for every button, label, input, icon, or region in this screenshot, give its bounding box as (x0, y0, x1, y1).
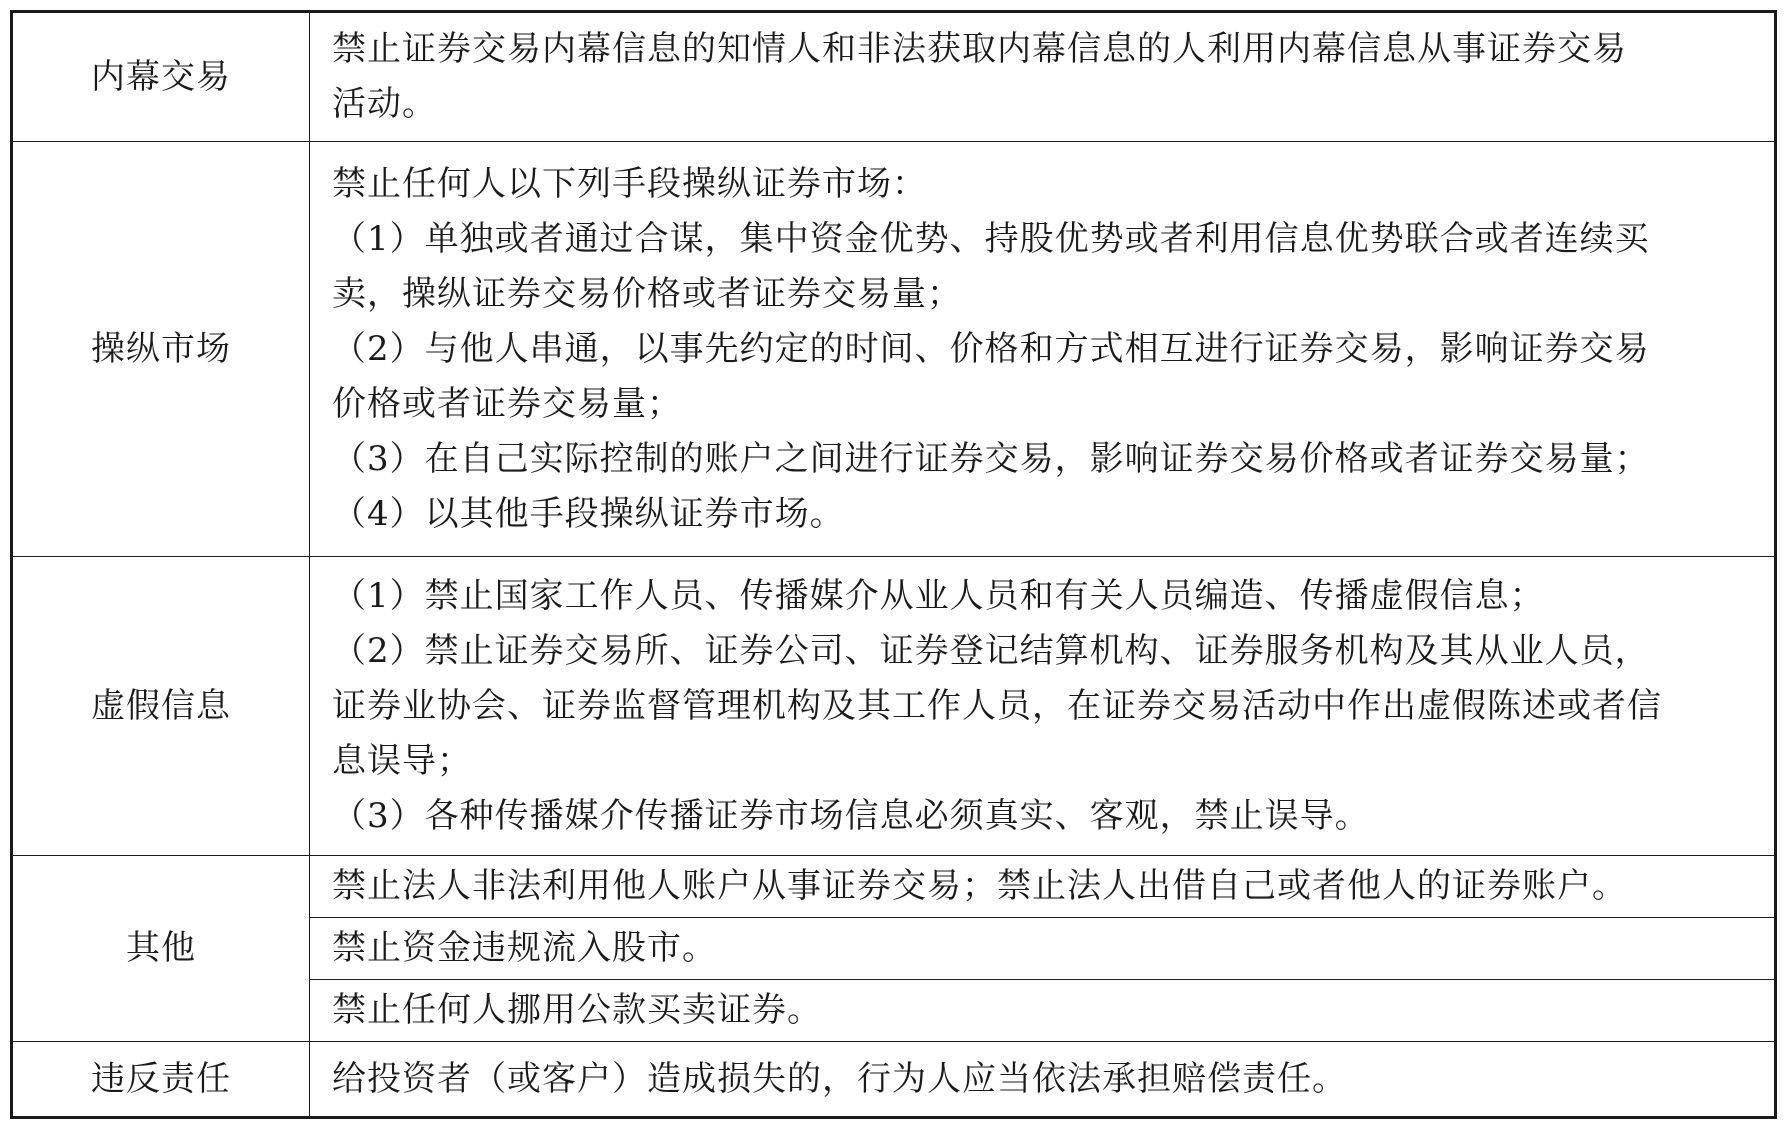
table-row (12, 557, 1776, 856)
content-line: 证券业协会、证券监督管理机构及其工作人员，在证券交易活动中作出虚假陈述或者信 (332, 685, 1662, 726)
content-line: 禁止证券交易内幕信息的知情人和非法获取内幕信息的人利用内幕信息从事证券交易 (332, 29, 1627, 69)
content-line: （4）以其他手段操纵证券市场。 (332, 493, 845, 534)
table-row (12, 12, 1776, 142)
content-cell: 禁止任何人挪用公款买卖证券。 (310, 980, 1776, 1042)
content-cell: 禁止资金违规流入股市。 (310, 918, 1776, 980)
content-line: （1）禁止国家工作人员、传播媒介从业人员和有关人员编造、传播虚假信息； (332, 575, 1545, 616)
content-line: 息误导； (332, 740, 472, 781)
table-row (12, 1042, 1776, 1118)
content-cell (310, 142, 1776, 557)
content-line: （1）单独或者通过合谋，集中资金优势、持股优势或者利用信息优势联合或者连续买 (332, 218, 1650, 259)
category-cell: 操纵市场 (12, 142, 310, 557)
content-line: 卖，操纵证券交易价格或者证券交易量； (332, 273, 962, 314)
content-line: （3）在自己实际控制的账户之间进行证券交易，影响证券交易价格或者证券交易量； (332, 438, 1650, 479)
content-line: （2）与他人串通，以事先约定的时间、价格和方式相互进行证券交易，影响证券交易 (332, 328, 1650, 369)
content-cell (310, 1042, 1776, 1118)
category-cell: 内幕交易 (12, 12, 310, 142)
content-line: 给投资者（或客户）造成损失的，行为人应当依法承担赔偿责任。 (332, 1058, 1347, 1099)
category-cell: 其他 (12, 856, 310, 1042)
regulations-table (10, 10, 1777, 1119)
content-line: 活动。 (332, 84, 437, 124)
content-line: （2）禁止证券交易所、证券公司、证券登记结算机构、证券服务机构及其从业人员， (332, 630, 1650, 671)
content-cell: 禁止法人非法利用他人账户从事证券交易；禁止法人出借自己或者他人的证券账户。 (310, 856, 1776, 918)
content-cell (310, 557, 1776, 856)
content-line: 禁止任何人以下列手段操纵证券市场： (332, 163, 927, 204)
category-cell: 虚假信息 (12, 557, 310, 856)
table-row (12, 856, 1776, 918)
content-line: 价格或者证券交易量； (332, 383, 682, 424)
category-cell: 违反责任 (12, 1042, 310, 1118)
table-row (12, 142, 1776, 557)
content-line: （3）各种传播媒介传播证券市场信息必须真实、客观，禁止误导。 (332, 795, 1370, 836)
content-cell (310, 12, 1776, 142)
